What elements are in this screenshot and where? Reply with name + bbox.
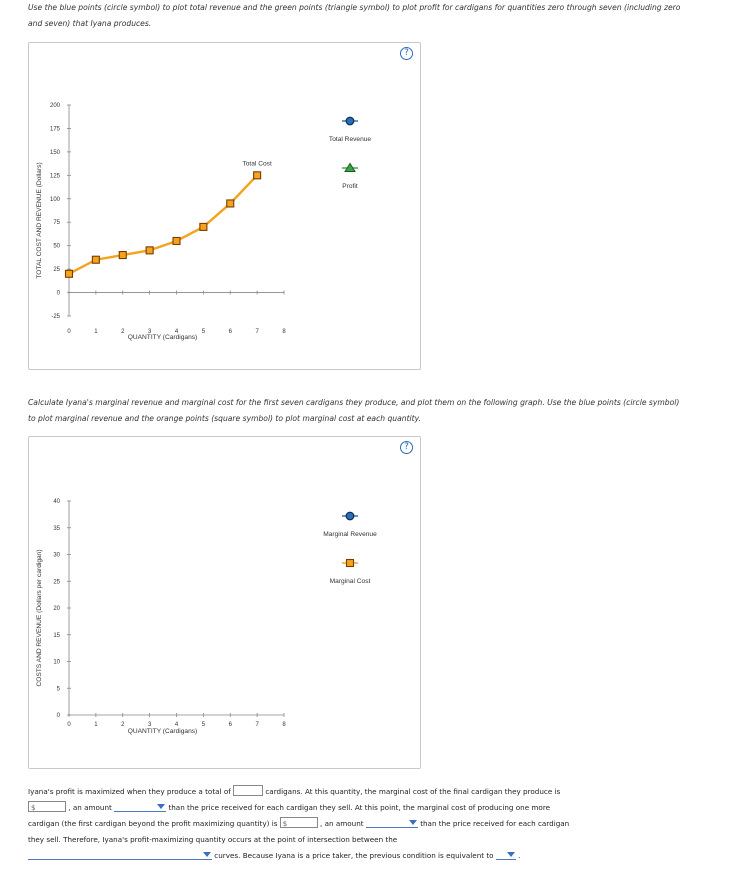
question-text: cardigan (the first cardigan beyond the profit maximizing quantity) is [28,819,278,828]
question-text: than the price received for each cardigan they sell. At this point, the marginal cost of producing one more [168,803,551,812]
y-tick-label: 50 [53,243,60,250]
x-axis-title: QUANTITY (Cardigans) [127,334,198,341]
chevron-down-icon [409,820,417,825]
y-tick-label: 15 [53,632,60,639]
y-tick-label: -25 [51,314,60,320]
chevron-down-icon [507,852,515,857]
x-tick-label: 4 [174,329,179,335]
question-text: curves. Because Iyana is a price taker, the previous condition is equivalent to [214,851,494,860]
x-tick-label: 6 [228,329,232,335]
question-text: cardigans. At this quantity, the marginal cost of the final cardigan they produce is [265,787,561,796]
y-tick-label: 25 [53,267,60,274]
total-cost-point [146,247,153,254]
total-cost-point [227,200,234,207]
total-cost-point [119,252,126,259]
total-cost-revenue-chart[interactable] [29,43,422,371]
x-tick-label: 4 [174,722,179,728]
x-tick-label: 3 [147,329,152,335]
total-cost-point [173,237,180,244]
equivalent-condition-dropdown[interactable] [496,849,516,860]
y-tick-label: 200 [49,103,60,109]
total-cost-point [254,172,261,179]
legend-circle-icon [346,117,354,125]
y-tick-label: 10 [53,659,60,666]
y-tick-label: 30 [53,552,60,559]
x-tick-label: 8 [282,329,286,335]
legend-label: Profit [342,183,358,190]
x-tick-label: 3 [147,722,152,728]
question-text: , an amount [68,803,112,812]
marginal-graph-panel [28,436,421,769]
y-tick-label: 40 [53,499,60,505]
x-tick-label: 7 [255,329,259,335]
comparison-dropdown-1[interactable] [114,801,166,812]
profit-max-quantity-input[interactable] [233,785,263,796]
legend-label: Marginal Revenue [323,531,377,538]
x-tick-label: 0 [67,722,71,728]
question-text: they sell. Therefore, Iyana's profit-maximizing quantity occurs at the point of intersection between the [28,835,398,844]
question-paragraph [28,784,638,874]
legend-label: Marginal Cost [329,578,371,585]
dollar-prefix: $ [282,820,288,828]
y-tick-label: 0 [56,290,60,297]
y-tick-label: 25 [53,579,60,586]
x-tick-label: 2 [121,329,125,335]
total-cost-revenue-graph-panel [28,42,421,370]
x-tick-label: 8 [282,722,286,728]
x-axis-title: QUANTITY (Cardigans) [127,728,198,735]
chevron-down-icon [203,852,211,857]
dollar-prefix: $ [31,804,36,812]
instructions-total: Use the blue points (circle symbol) to plot total revenue and the green points (triangle symbol) to plot profit for cardigans for quantities zero through seven (including zero and seven) that Iyana produces. [28,3,681,28]
y-tick-label: 35 [53,525,60,532]
chevron-down-icon [157,804,165,809]
y-tick-label: 100 [49,196,60,203]
x-tick-label: 7 [255,722,259,728]
question-text: , an amount [320,819,364,828]
x-tick-label: 0 [67,329,71,335]
instructions-marginal: Calculate Iyana's marginal revenue and marginal cost for the first seven cardigans they produce, and plot them on the following graph. Use the blue points (circle symbol) to plot marginal revenue and the orange points (square symbol) to plot marginal cost at each quantity. [28,398,680,423]
help-icon[interactable]: ? [400,441,413,454]
x-tick-label: 1 [94,722,98,728]
y-tick-label: 5 [56,686,60,693]
marginal-cost-revenue-chart[interactable] [29,437,422,770]
y-axis-title: TOTAL COST AND REVENUE (Dollars) [36,162,43,279]
comparison-dropdown-2[interactable] [366,817,418,828]
legend-circle-icon [346,512,354,520]
marginal-cost-final-input[interactable] [28,801,66,812]
x-tick-label: 5 [201,722,206,728]
help-icon[interactable]: ? [400,47,413,60]
series-label-total-cost: Total Cost [242,160,272,168]
y-tick-label: 20 [53,606,60,612]
question-text: Iyana's profit is maximized when they produce a total of [28,787,231,796]
x-tick-label: 1 [94,329,98,335]
legend-square-icon [347,560,354,567]
legend-label: Total Revenue [328,136,372,143]
y-tick-label: 0 [56,713,60,719]
x-tick-label: 2 [121,722,125,728]
x-tick-label: 6 [228,722,232,728]
y-tick-label: 150 [49,149,60,156]
question-text: than the price received for each cardigan [420,819,570,828]
y-tick-label: 75 [53,220,60,227]
total-cost-point [200,223,207,230]
curves-dropdown[interactable] [28,849,212,860]
question-text: . [518,851,521,860]
marginal-cost-next-input[interactable] [280,817,318,828]
total-cost-point [66,270,73,277]
y-axis-title: COSTS AND REVENUE (Dollars per cardigan) [36,549,43,687]
x-tick-label: 5 [201,329,206,335]
y-tick-label: 175 [49,126,60,133]
total-cost-point [92,256,99,263]
y-tick-label: 125 [49,173,60,180]
